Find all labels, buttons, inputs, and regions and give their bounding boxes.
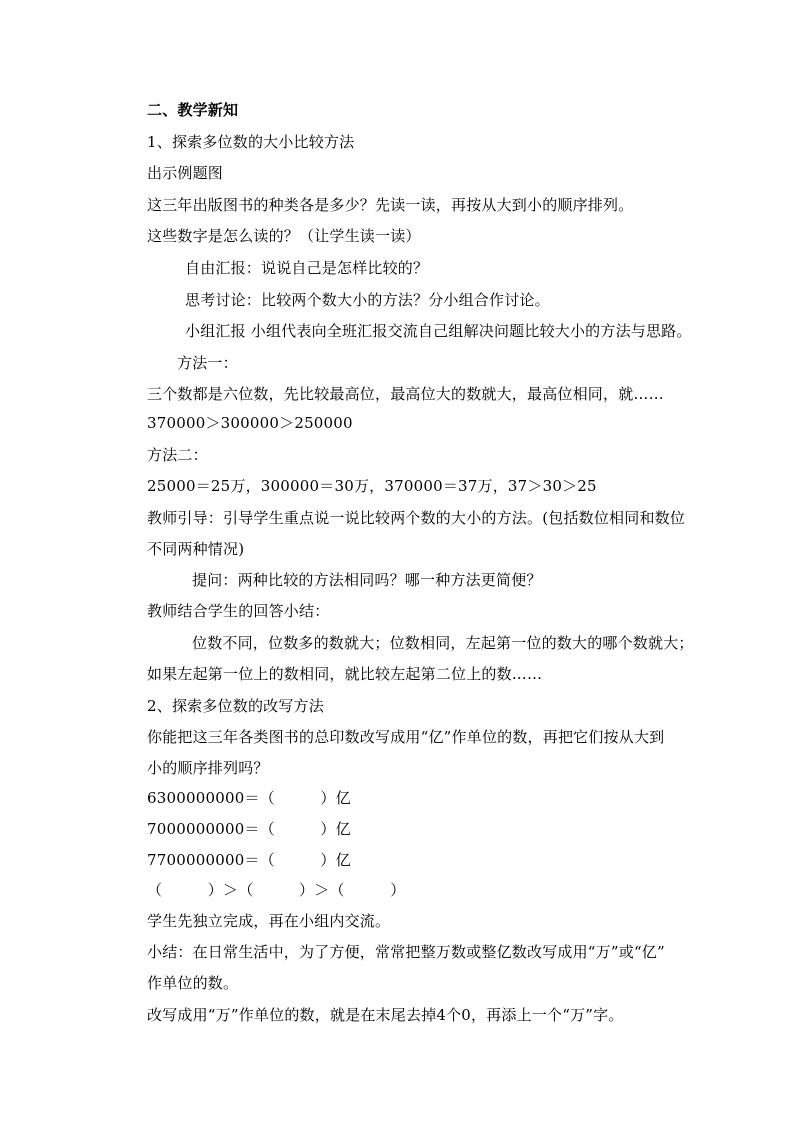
text-line: 小组汇报 小组代表向全班汇报交流自己组解决问题比较大小的方法与思路。 <box>185 322 692 340</box>
text-line: 如果左起第一位上的数相同，就比较左起第二位上的数…… <box>147 665 543 683</box>
text-line: 不同两种情况) <box>147 540 245 558</box>
text-line: 教师结合学生的回答小结： <box>147 602 330 620</box>
method-two-label: 方法二： <box>147 446 208 464</box>
text-line: 教师引导：引导学生重点说一说比较两个数的大小的方法。(包括数位相同和数位 <box>147 509 686 527</box>
text-line: 三个数都是六位数，先比较最高位，最高位大的数就大，最高位相同，就…… <box>147 385 664 403</box>
fill-in-blank-line: 7700000000＝（ ）亿 <box>147 851 351 869</box>
text-line: 出示例题图 <box>147 164 224 182</box>
fill-in-blank-line: 6300000000＝（ ）亿 <box>147 789 351 807</box>
method-one-label: 方法一： <box>177 354 238 372</box>
subsection-heading-rewrite: 2、探索多位数的改写方法 <box>147 697 324 715</box>
text-line: 这三年出版图书的种类各是多少？先读一读，再按从大到小的顺序排列。 <box>147 196 634 214</box>
text-line: 你能把这三年各类图书的总印数改写成用“亿”作单位的数，再把它们按从大到 <box>147 728 665 746</box>
text-line: 小的顺序排列吗？ <box>147 759 269 777</box>
text-line: 思考讨论：比较两个数大小的方法？分小组合作讨论。 <box>185 291 550 309</box>
text-line: 位数不同，位数多的数就大；位数相同，左起第一位的数大的哪个数就大； <box>192 634 694 652</box>
comparison-expression: 370000＞300000＞250000 <box>147 414 353 432</box>
text-line: 作单位的数。 <box>147 974 239 992</box>
text-line: 改写成用“万”作单位的数，就是在末尾去掉4个0，再添上一个“万”字。 <box>147 1006 624 1024</box>
section-heading: 二、教学新知 <box>147 101 239 119</box>
conversion-expression: 25000＝25万，300000＝30万，370000＝37万，37＞30＞25 <box>147 477 597 495</box>
fill-in-blank-line: 7000000000＝（ ）亿 <box>147 820 351 838</box>
subsection-heading-comparison: 1、探索多位数的大小比较方法 <box>147 133 355 151</box>
text-line: 提问：两种比较的方法相同吗？哪一种方法更简便？ <box>192 571 542 589</box>
text-line: 自由汇报：说说自己是怎样比较的？ <box>185 259 429 277</box>
text-line: 小结：在日常生活中，为了方便，常常把整万数或整亿数改写成用“万”或“亿” <box>147 943 665 961</box>
text-line: 这些数字是怎么读的？（让学生读一读） <box>147 227 421 245</box>
text-line: 学生先独立完成，再在小组内交流。 <box>147 912 391 930</box>
ordering-blank-line: （ ）＞（ ）＞（ ） <box>147 881 406 899</box>
